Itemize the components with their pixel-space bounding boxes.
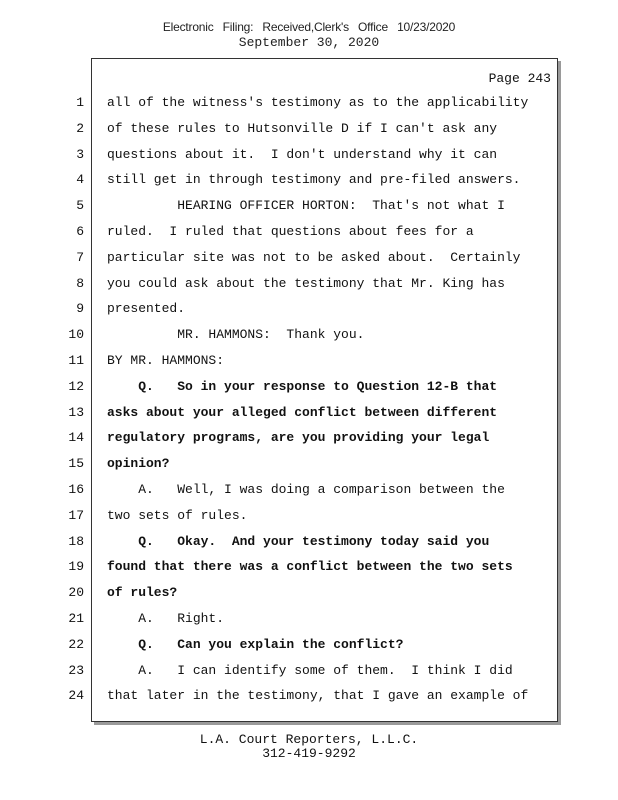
line-number: 6: [76, 224, 84, 239]
line-text: still get in through testimony and pre-filed answers.: [107, 172, 521, 188]
line-text: Q. Can you explain the conflict?: [107, 636, 404, 652]
line-text: A. Right.: [107, 611, 225, 626]
line-number: 21: [68, 611, 84, 626]
line-number: 10: [68, 327, 84, 343]
line-number: 17: [68, 507, 84, 523]
line-text: two sets of rules.: [107, 507, 248, 523]
transcript-line: [0, 271, 618, 297]
reporter-phone: 312-419-9292: [262, 746, 356, 761]
line-text: BY MR. HAMMONS:: [107, 353, 225, 368]
transcript-line: [0, 142, 618, 168]
reporter-company: L.A. Court Reporters, L.L.C.: [199, 732, 419, 747]
line-number: 15: [68, 456, 84, 472]
line-number: 2: [76, 120, 84, 136]
transcript-line: [0, 580, 618, 606]
line-number: 11: [68, 353, 84, 368]
transcript-line: [0, 503, 618, 529]
line-number: 14: [68, 430, 84, 446]
line-text: of rules?: [107, 585, 178, 601]
line-number: 1: [76, 95, 84, 110]
line-number: 3: [76, 146, 84, 162]
line-text: Q. Okay. And your testimony today said you: [107, 533, 490, 549]
transcript-line: [0, 477, 618, 503]
line-number: 13: [68, 404, 84, 420]
transcript-line: [0, 219, 618, 245]
line-number: 16: [68, 482, 84, 497]
transcript-line: [0, 322, 618, 348]
line-number: 4: [76, 172, 84, 188]
line-number: 24: [68, 688, 84, 704]
line-text: MR. HAMMONS: Thank you.: [107, 327, 365, 343]
line-text: presented.: [107, 301, 186, 317]
line-text: questions about it. I don't understand why it can: [107, 146, 498, 162]
transcript-date: September 30, 2020: [238, 35, 380, 50]
transcript-line: [0, 348, 618, 374]
line-number: 22: [68, 636, 84, 652]
line-text: found that there was a conflict between the two sets: [107, 559, 513, 575]
line-text: regulatory programs, are you providing your legal: [107, 430, 490, 446]
transcript-line: [0, 245, 618, 271]
line-number: 12: [68, 378, 84, 394]
transcript-line: [0, 116, 618, 142]
transcript-line: [0, 606, 618, 632]
transcript-line: [0, 90, 618, 116]
transcript-line: [0, 167, 618, 193]
transcript-line: [0, 451, 618, 477]
line-text: Q. So in your response to Question 12-B that: [107, 378, 498, 394]
line-number: 20: [68, 585, 84, 601]
line-text: particular site was not to be asked about. Certainly: [107, 249, 521, 265]
line-text: that later in the testimony, that I gave an example of: [107, 688, 529, 704]
line-number: 5: [76, 198, 84, 214]
line-text: opinion?: [107, 456, 170, 472]
page-number: Page 243: [488, 71, 551, 86]
line-number: 9: [76, 301, 84, 317]
line-number: 23: [68, 662, 84, 678]
line-text: ruled. I ruled that questions about fees for a: [107, 224, 474, 239]
line-number: 19: [68, 559, 84, 575]
line-text: HEARING OFFICER HORTON: That's not what I: [107, 198, 505, 214]
transcript-line: [0, 632, 618, 658]
line-text: A. Well, I was doing a comparison between the: [107, 482, 505, 497]
efiling-stamp: Electronic Filing: Received,Clerk's Office 10/23/2020: [162, 20, 456, 34]
transcript-line: [0, 554, 618, 580]
line-text: you could ask about the testimony that Mr. King has: [107, 275, 505, 291]
transcript-line: [0, 193, 618, 219]
transcript-line: [0, 425, 618, 451]
line-text: A. I can identify some of them. I think I did: [107, 662, 513, 678]
line-number: 7: [76, 249, 84, 265]
line-text: asks about your alleged conflict between different: [107, 404, 498, 420]
transcript-line: [0, 296, 618, 322]
line-number: 8: [76, 275, 84, 291]
transcript-line: [0, 374, 618, 400]
line-text: of these rules to Hutsonville D if I can't ask any: [107, 120, 498, 136]
transcript-line: [0, 658, 618, 684]
line-number: 18: [68, 533, 84, 549]
transcript-line: [0, 529, 618, 555]
line-text: all of the witness's testimony as to the applicability: [107, 95, 529, 110]
transcript-line: [0, 400, 618, 426]
transcript-line: [0, 683, 618, 709]
